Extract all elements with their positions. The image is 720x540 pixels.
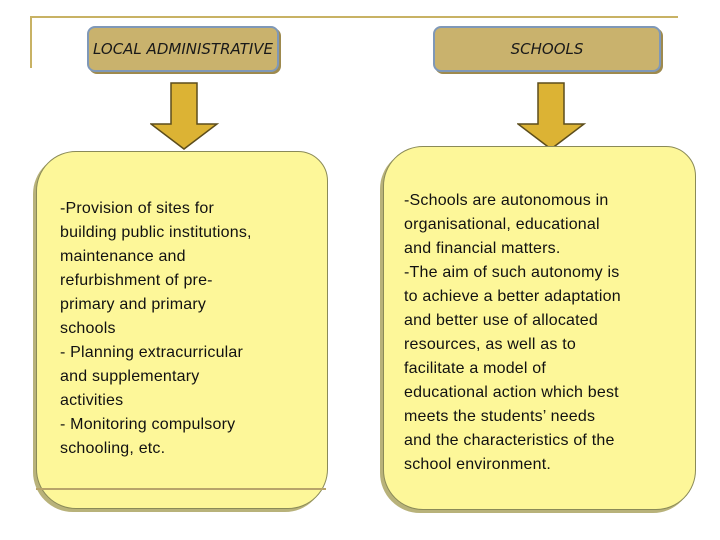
schools-autonomy-text: -Schools are autonomous in organisational, educational and financial matters. -The aim of such autonomy is to achieve a better adaptation and better use of allocated resources, as well as to facilitate a model of educational action which best meets the students’ needs and the characteristics of the school environment. <box>404 192 621 473</box>
schools-header-label: SCHOOLS <box>510 40 584 58</box>
local-administrative-duties-text: -Provision of sites for building public institutions, maintenance and refurbishment of pre- primary and primary schools - Planning extracurricular and supplementary activities - Monitoring compulsory schooling, etc. <box>60 200 252 457</box>
local-administrative-header <box>87 26 279 72</box>
schools-header <box>433 26 661 72</box>
down-arrow-icon <box>150 82 220 152</box>
frame-bottom-line <box>36 488 326 490</box>
local-administrative-header-label: LOCAL ADMINISTRATIVE <box>93 40 273 58</box>
down-arrow-icon <box>517 82 587 152</box>
frame-left-line <box>30 16 32 68</box>
frame-top-line <box>30 16 678 18</box>
